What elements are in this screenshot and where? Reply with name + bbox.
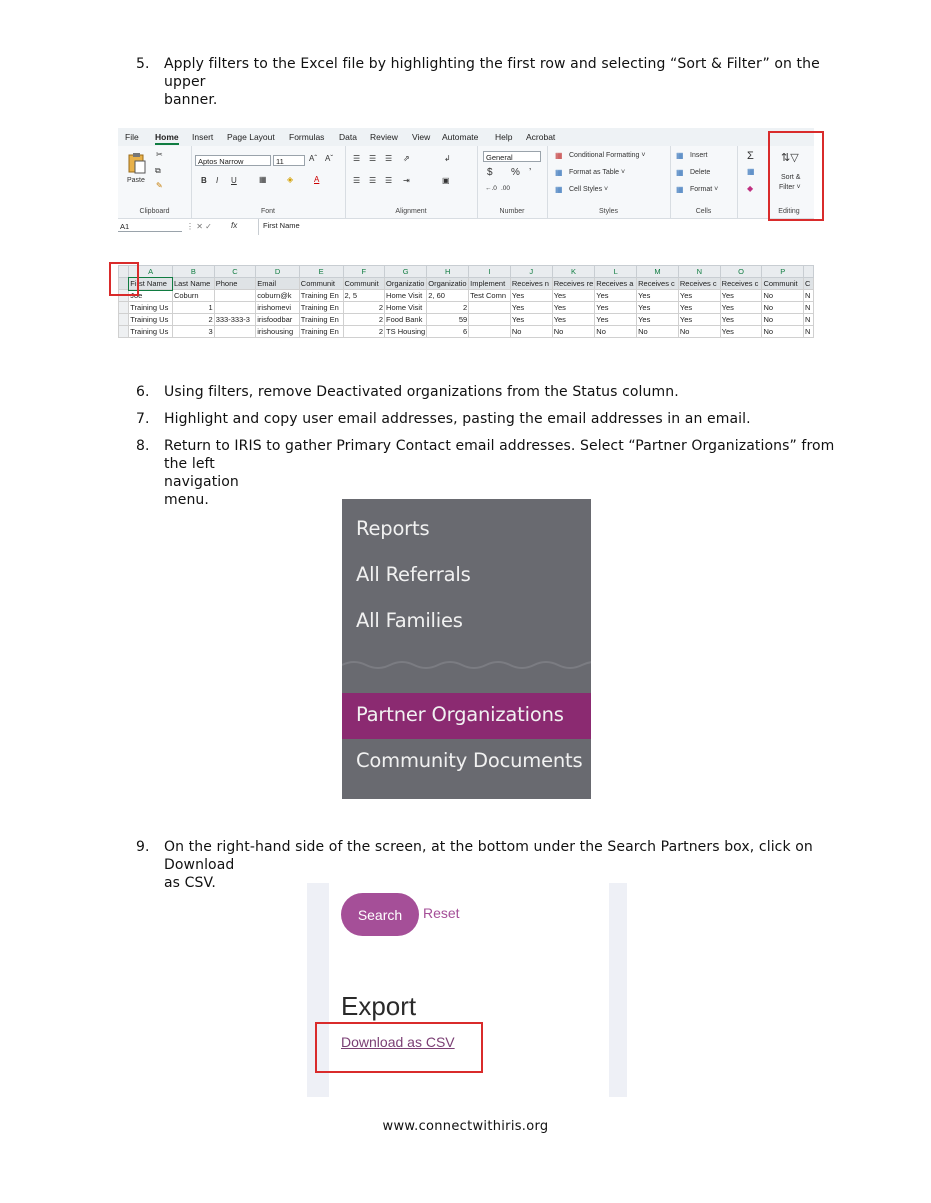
font-color-icon[interactable]: A bbox=[314, 175, 320, 184]
table-cell[interactable] bbox=[469, 302, 511, 314]
group-font bbox=[191, 146, 346, 218]
formula-bar bbox=[118, 219, 814, 235]
header-cell[interactable]: Receives re bbox=[553, 279, 594, 288]
table-cell[interactable]: Yes bbox=[510, 302, 552, 314]
align-top-icon[interactable]: ☰ bbox=[353, 154, 361, 163]
column-header[interactable]: I bbox=[469, 266, 511, 278]
row-number[interactable] bbox=[119, 302, 129, 314]
table-cell[interactable]: Training En bbox=[299, 290, 343, 302]
align-center-icon[interactable]: ☰ bbox=[369, 176, 377, 185]
table-cell[interactable]: Yes bbox=[720, 302, 762, 314]
fill-icon[interactable]: ▦ bbox=[747, 167, 755, 176]
table-cell[interactable]: Yes bbox=[637, 290, 679, 302]
table-cell[interactable]: No bbox=[552, 326, 595, 338]
group-clipboard bbox=[118, 146, 192, 218]
table-cell[interactable]: Home Visit bbox=[385, 290, 427, 302]
download-csv-link[interactable]: Download as CSV bbox=[341, 1034, 455, 1050]
search-button[interactable]: Search bbox=[341, 893, 419, 936]
decrease-decimal-icon[interactable]: .00 bbox=[501, 185, 511, 192]
step-number: 7. bbox=[136, 411, 150, 427]
table-cell[interactable]: 59 bbox=[427, 314, 469, 326]
indent-icon[interactable]: ⇥ bbox=[403, 176, 410, 185]
header-cell[interactable]: Implement bbox=[469, 278, 511, 290]
table-cell[interactable]: Food Bank bbox=[385, 314, 427, 326]
menu-view[interactable]: View bbox=[412, 132, 431, 142]
delete-cells-icon: ▦ bbox=[676, 168, 684, 177]
group-number bbox=[477, 146, 548, 218]
table-cell[interactable]: Yes bbox=[552, 290, 595, 302]
format-painter-icon[interactable]: ✎ bbox=[156, 181, 163, 190]
conditional-formatting-icon: ▦ bbox=[555, 151, 563, 160]
table-cell[interactable]: 2 bbox=[427, 302, 469, 314]
nav-item-partner-organizations[interactable] bbox=[342, 693, 591, 739]
table-cell[interactable]: Yes bbox=[510, 290, 552, 302]
table-cell[interactable]: Joe bbox=[129, 290, 173, 302]
sort-filter-icon[interactable]: ⇅▽ bbox=[781, 152, 799, 164]
italic-icon[interactable]: I bbox=[216, 176, 219, 185]
group-label-clipboard: Clipboard bbox=[139, 208, 170, 215]
wrap-text-icon[interactable]: ↲ bbox=[444, 154, 451, 163]
table-cell[interactable]: 2 bbox=[343, 326, 385, 338]
header-cell[interactable]: Receives c bbox=[637, 278, 679, 290]
table-cell[interactable]: N bbox=[804, 290, 814, 302]
table-cell[interactable]: Training Us bbox=[129, 314, 173, 326]
column-header[interactable] bbox=[804, 266, 814, 278]
table-cell[interactable]: 6 bbox=[427, 326, 469, 338]
table-cell[interactable]: Yes bbox=[637, 314, 679, 326]
table-cell[interactable]: Training En bbox=[299, 314, 343, 326]
menu-review[interactable]: Review bbox=[370, 132, 398, 142]
table-cell[interactable]: 333-333-3 bbox=[214, 314, 256, 326]
bold-icon[interactable]: B bbox=[201, 176, 207, 185]
group-cells bbox=[670, 146, 738, 218]
grow-font-icon[interactable]: Aˆ bbox=[309, 154, 317, 163]
column-header[interactable]: L bbox=[595, 266, 637, 278]
header-cell[interactable]: Organizatio bbox=[427, 278, 469, 290]
table-cell[interactable]: Yes bbox=[720, 314, 762, 326]
table-cell[interactable]: irishousing bbox=[256, 326, 300, 338]
column-header[interactable]: N bbox=[678, 266, 720, 278]
table-row bbox=[119, 326, 814, 338]
table-cell[interactable]: irisfoodbar bbox=[256, 314, 300, 326]
iris-nav-menu bbox=[342, 499, 591, 799]
number-format-select[interactable]: General bbox=[483, 151, 541, 162]
step-text-line-2: Download as CSV. bbox=[164, 857, 235, 891]
row-number[interactable] bbox=[119, 326, 129, 338]
right-rail bbox=[609, 883, 627, 1097]
table-cell[interactable]: No bbox=[510, 326, 552, 338]
header-cell[interactable]: Receives a bbox=[595, 278, 637, 290]
footer-url: www.connectwithiris.org bbox=[382, 1119, 549, 1134]
step-text-line-2: the left navigation menu. bbox=[164, 456, 239, 508]
step-text: Highlight and copy user email addresses, pasting the email addresses in an email. bbox=[164, 411, 751, 427]
table-cell[interactable]: No bbox=[762, 290, 804, 302]
format-table-icon: ▦ bbox=[555, 168, 563, 177]
insert-cells-button[interactable]: Insert bbox=[690, 152, 708, 159]
borders-icon[interactable]: ▦ bbox=[259, 175, 267, 184]
excel-menubar bbox=[118, 128, 814, 146]
table-cell[interactable]: Home Visit bbox=[385, 302, 427, 314]
header-cell[interactable]: Organizatio bbox=[385, 278, 427, 290]
function-icon[interactable]: fx bbox=[231, 221, 238, 230]
table-cell[interactable]: irishomevi bbox=[256, 302, 300, 314]
search-export-panel bbox=[307, 883, 627, 1097]
header-cell[interactable]: Communit bbox=[299, 278, 343, 290]
highlight-first-row bbox=[109, 262, 139, 296]
header-cell[interactable]: Receives c bbox=[678, 278, 720, 290]
font-name-select[interactable]: Aptos Narrow bbox=[195, 155, 271, 166]
insert-cells-icon: ▦ bbox=[676, 151, 684, 160]
header-cell[interactable]: Communit bbox=[762, 278, 804, 290]
table-cell[interactable]: No bbox=[762, 302, 804, 314]
column-header[interactable]: G bbox=[385, 266, 427, 278]
table-cell[interactable]: No bbox=[637, 326, 679, 338]
menu-acrobat[interactable]: Acrobat bbox=[526, 132, 556, 142]
column-header[interactable]: C bbox=[214, 266, 256, 278]
shrink-font-icon[interactable]: Aˇ bbox=[325, 154, 333, 163]
format-cells-icon: ▦ bbox=[676, 185, 684, 194]
align-left-icon[interactable]: ☰ bbox=[353, 176, 361, 185]
table-cell[interactable]: 1 bbox=[172, 302, 214, 314]
column-header[interactable]: H bbox=[427, 266, 469, 278]
table-cell[interactable]: Training En bbox=[299, 326, 343, 338]
table-cell[interactable]: coburn@k bbox=[256, 290, 300, 302]
table-cell[interactable]: 2 bbox=[172, 314, 214, 326]
formula-input[interactable]: First Name bbox=[258, 219, 814, 257]
cell-styles-button[interactable]: Cell Styles ˅ bbox=[569, 186, 609, 193]
group-label-font: Font bbox=[260, 208, 275, 215]
clear-icon[interactable]: ◆ bbox=[747, 184, 754, 193]
table-cell[interactable]: 2 bbox=[343, 302, 385, 314]
nav-item-community-documents[interactable]: Community Documents bbox=[356, 749, 583, 772]
underline-icon[interactable]: U bbox=[231, 176, 237, 185]
comma-icon[interactable]: ’ bbox=[529, 167, 532, 178]
nav-item-label: Partner Organizations bbox=[356, 703, 564, 726]
step-number: 6. bbox=[136, 384, 150, 400]
step-text: Using filters, remove Deactivated organizations from the Status column. bbox=[164, 384, 679, 400]
table-cell[interactable] bbox=[214, 326, 256, 338]
menu-automate[interactable]: Automate bbox=[442, 132, 479, 142]
copy-icon[interactable]: ⧉ bbox=[155, 166, 161, 175]
header-cell[interactable]: Receives c bbox=[720, 278, 762, 290]
table-cell[interactable] bbox=[214, 302, 256, 314]
highlight-download-csv bbox=[315, 1022, 483, 1073]
table-cell[interactable]: Yes bbox=[720, 290, 762, 302]
column-header[interactable]: K bbox=[552, 266, 595, 278]
table-cell[interactable]: Yes bbox=[595, 290, 637, 302]
menu-insert[interactable]: Insert bbox=[192, 132, 214, 142]
align-right-icon[interactable]: ☰ bbox=[385, 176, 393, 185]
table-cell[interactable]: Training En bbox=[299, 302, 343, 314]
percent-icon[interactable]: % bbox=[511, 167, 520, 178]
menu-data[interactable]: Data bbox=[339, 132, 357, 142]
table-cell[interactable]: No bbox=[762, 326, 804, 338]
paste-label[interactable]: Paste bbox=[127, 177, 145, 184]
column-header[interactable]: M bbox=[637, 266, 679, 278]
table-cell[interactable]: Yes bbox=[552, 302, 595, 314]
step-number: 9. bbox=[136, 839, 150, 855]
step-number: 5. bbox=[136, 56, 150, 72]
group-styles bbox=[547, 146, 671, 218]
column-header[interactable]: D bbox=[256, 266, 300, 278]
header-cell[interactable]: Communit bbox=[343, 278, 385, 290]
table-cell[interactable]: N bbox=[804, 314, 814, 326]
paste-icon[interactable] bbox=[127, 152, 147, 174]
sort-filter-label-1[interactable]: Sort & bbox=[781, 174, 801, 181]
group-label-styles: Styles bbox=[598, 208, 619, 215]
table-cell[interactable]: Training Us bbox=[129, 302, 173, 314]
excel-ribbon bbox=[118, 146, 814, 219]
wave-divider bbox=[342, 659, 591, 671]
nav-item-reports[interactable]: Reports bbox=[356, 517, 430, 540]
format-cells-button[interactable]: Format ˅ bbox=[690, 186, 719, 193]
header-cell[interactable]: Phone bbox=[214, 278, 256, 290]
group-label-number: Number bbox=[499, 208, 525, 215]
cancel-entry-icon[interactable]: ⋮ ✕ ✓ bbox=[186, 222, 212, 231]
highlight-sort-filter bbox=[768, 131, 824, 221]
table-cell[interactable]: No bbox=[595, 326, 637, 338]
orientation-icon[interactable]: ⇗ bbox=[403, 154, 410, 163]
menu-formulas[interactable]: Formulas bbox=[289, 132, 325, 142]
table-cell[interactable]: N bbox=[804, 302, 814, 314]
column-header[interactable]: J bbox=[510, 266, 552, 278]
table-cell[interactable]: Yes bbox=[595, 302, 637, 314]
increase-decimal-icon[interactable]: ←.0 bbox=[485, 185, 497, 192]
spreadsheet-grid bbox=[118, 235, 814, 344]
header-cell[interactable]: Email bbox=[256, 278, 300, 290]
group-label-alignment: Alignment bbox=[395, 208, 427, 215]
table-cell[interactable]: Yes bbox=[678, 290, 720, 302]
table-cell[interactable] bbox=[214, 290, 256, 302]
group-label-editing: Editing bbox=[778, 208, 800, 215]
column-header[interactable]: B bbox=[172, 266, 214, 278]
table-row bbox=[119, 302, 814, 314]
header-cell[interactable]: Receives n bbox=[510, 278, 552, 290]
table-cell[interactable]: 2, 60 bbox=[427, 290, 469, 302]
group-label-cells: Cells bbox=[695, 208, 712, 215]
table-cell[interactable]: Yes bbox=[595, 314, 637, 326]
export-heading: Export bbox=[341, 991, 417, 1021]
name-box[interactable]: A1 bbox=[118, 221, 182, 232]
menu-home[interactable]: Home bbox=[155, 132, 179, 145]
align-middle-icon[interactable]: ☰ bbox=[369, 154, 377, 163]
table-cell[interactable]: TS Housing bbox=[386, 327, 426, 336]
header-cell[interactable]: C bbox=[804, 278, 814, 290]
table-cell[interactable]: Training Us bbox=[129, 326, 173, 338]
table-cell[interactable]: N bbox=[804, 326, 814, 338]
fill-color-icon[interactable]: ◈ bbox=[287, 175, 294, 184]
column-header[interactable]: F bbox=[343, 266, 385, 278]
column-header[interactable]: O bbox=[720, 266, 762, 278]
group-alignment bbox=[345, 146, 478, 218]
sort-filter-label-2[interactable]: Filter ˅ bbox=[779, 184, 801, 191]
menu-file[interactable]: File bbox=[125, 132, 139, 142]
sheet-table bbox=[118, 265, 814, 338]
table-cell[interactable]: 3 bbox=[172, 326, 214, 338]
table-cell[interactable]: 2 bbox=[343, 314, 385, 326]
align-bottom-icon[interactable]: ☰ bbox=[385, 154, 393, 163]
table-cell[interactable]: Yes bbox=[678, 302, 720, 314]
currency-icon[interactable]: $ bbox=[487, 167, 493, 178]
menu-page-layout[interactable]: Page Layout bbox=[227, 132, 275, 142]
autosum-icon[interactable]: Σ bbox=[747, 150, 754, 162]
table-header-row bbox=[119, 278, 814, 290]
header-cell[interactable]: First Name bbox=[129, 278, 173, 290]
menu-help[interactable]: Help bbox=[495, 132, 513, 142]
nav-item-all-families[interactable]: All Families bbox=[356, 609, 463, 632]
nav-item-all-referrals[interactable]: All Referrals bbox=[356, 563, 471, 586]
table-cell[interactable]: No bbox=[762, 314, 804, 326]
delete-cells-button[interactable]: Delete bbox=[690, 169, 711, 176]
row-number[interactable] bbox=[119, 314, 129, 326]
table-cell[interactable]: Test Comn bbox=[469, 290, 511, 302]
column-header[interactable]: P bbox=[762, 266, 804, 278]
step-text-line-1: On the right-hand side of the screen, at the bottom under the Search Partners box, click on bbox=[164, 839, 813, 855]
column-header-row bbox=[119, 266, 814, 278]
header-cell[interactable]: Last Name bbox=[172, 278, 214, 290]
step-text-line-1: Return to IRIS to gather Primary Contact email addresses. Select “Partner Organizations” from bbox=[164, 438, 835, 454]
font-size-select[interactable]: 11 bbox=[273, 155, 305, 166]
conditional-formatting-button[interactable]: Conditional Formatting ˅ bbox=[569, 152, 646, 159]
cell-styles-icon: ▦ bbox=[555, 185, 563, 194]
table-row bbox=[119, 314, 814, 326]
table-row bbox=[119, 290, 814, 302]
table-cell[interactable] bbox=[469, 326, 511, 338]
step-text-line-2: upper banner. bbox=[164, 74, 218, 108]
step-number: 8. bbox=[136, 438, 150, 454]
table-cell[interactable]: Coburn bbox=[172, 290, 214, 302]
merge-center-icon[interactable]: ▣ bbox=[442, 176, 450, 185]
table-cell[interactable] bbox=[469, 314, 511, 326]
excel-screenshot bbox=[118, 128, 814, 344]
table-cell[interactable]: Yes bbox=[637, 302, 679, 314]
step-text-line-1: Apply filters to the Excel file by highlighting the first row and selecting “Sort & Filter” on the bbox=[164, 56, 820, 72]
column-header[interactable]: E bbox=[299, 266, 343, 278]
table-cell[interactable]: No bbox=[678, 326, 720, 338]
table-cell[interactable]: 2, 5 bbox=[343, 290, 385, 302]
format-as-table-button[interactable]: Format as Table ˅ bbox=[569, 169, 626, 176]
table-cell[interactable]: Yes bbox=[720, 326, 762, 338]
table-cell[interactable]: Yes bbox=[510, 314, 552, 326]
column-header[interactable]: A bbox=[129, 266, 173, 278]
cut-icon[interactable]: ✂ bbox=[156, 150, 163, 159]
reset-link[interactable]: Reset bbox=[423, 905, 460, 921]
table-cell[interactable]: Yes bbox=[552, 314, 595, 326]
table-cell[interactable]: Yes bbox=[678, 314, 720, 326]
